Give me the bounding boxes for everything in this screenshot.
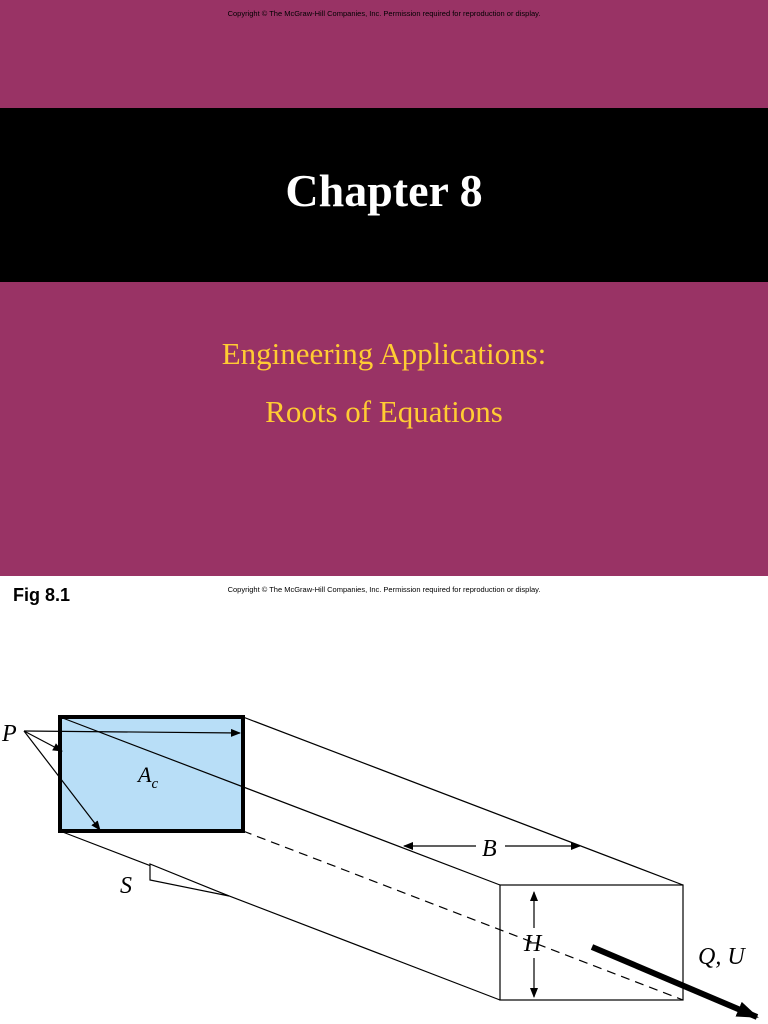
label-qu: Q, U [698, 944, 745, 970]
chapter-title: Chapter 8 [285, 165, 483, 216]
channel-diagram [0, 576, 768, 1024]
subtitle-line-2: Roots of Equations [265, 394, 503, 429]
label-h: H [524, 931, 542, 957]
label-s: S [120, 873, 132, 899]
label-p: P [2, 721, 17, 747]
figure-label: Fig 8.1 [13, 585, 71, 605]
slope-symbol [150, 864, 229, 896]
label-ac: $A_c$ [138, 762, 159, 792]
subtitle-line-1: Engineering Applications: [221, 336, 547, 371]
label-b: B [482, 836, 497, 862]
copyright-notice-2: Copyright © The McGraw-Hill Companies, Inc. Permission required for reproduction or display. [227, 585, 541, 594]
copyright-notice: Copyright © The McGraw-Hill Companies, Inc. Permission required for reproduction or display. [227, 9, 541, 18]
